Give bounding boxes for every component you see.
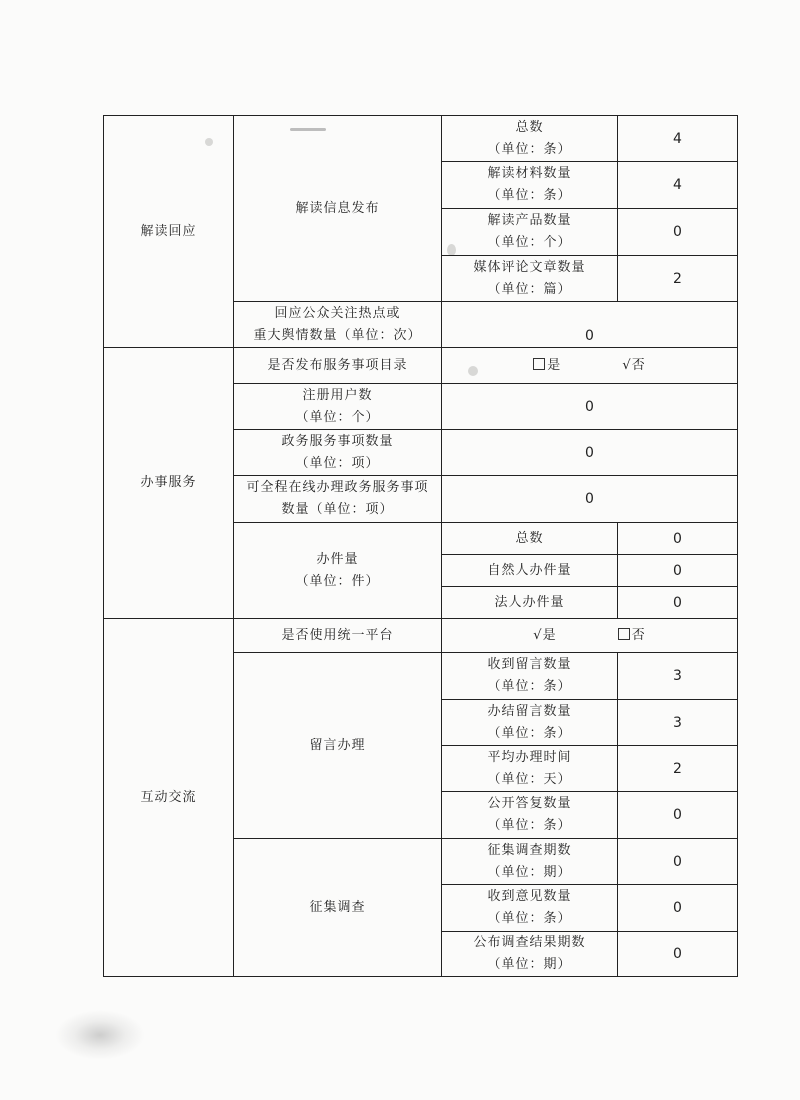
item-unit: （单位：个） xyxy=(487,235,572,250)
government-affairs-report-table xyxy=(103,115,738,977)
item-unit: （单位：天） xyxy=(487,771,572,787)
online-label xyxy=(234,476,442,523)
message-item-label xyxy=(442,653,618,700)
message-item-label xyxy=(442,746,618,792)
users-value: 0 xyxy=(442,384,738,430)
response-value: 0 xyxy=(442,302,738,348)
item-name: 政务服务事项数量 xyxy=(281,433,394,449)
survey-item-value: 0 xyxy=(618,932,738,977)
catalog-options xyxy=(442,348,738,384)
item-unit: （单位：篇） xyxy=(487,281,572,297)
item-unit: （单位：件） xyxy=(295,573,380,589)
survey-item-label xyxy=(442,932,618,977)
survey-item-value: 0 xyxy=(618,839,738,885)
item-name: 解读产品数量 xyxy=(487,213,572,228)
scan-smear xyxy=(55,1010,145,1060)
online-label-line1: 可全程在线办理政务服务事项 xyxy=(246,480,429,495)
catalog-no-text: 否 xyxy=(631,357,646,373)
matters-value: 0 xyxy=(442,430,738,476)
message-item-label xyxy=(442,700,618,746)
matters-label xyxy=(234,430,442,476)
item-name: 收到留言数量 xyxy=(487,657,572,672)
item-name: 办件量 xyxy=(316,551,359,567)
cases-item-label: 法人办件量 xyxy=(442,587,618,619)
item-unit: （单位：条） xyxy=(487,911,572,926)
survey-item-label xyxy=(442,839,618,885)
interpret-item-label xyxy=(442,116,618,162)
cases-item-label: 总数 xyxy=(442,523,618,555)
section-title-service: 办事服务 xyxy=(104,348,234,619)
section-title-interaction: 互动交流 xyxy=(104,619,234,977)
item-unit: （单位：期） xyxy=(487,864,572,880)
online-label-line2: 数量（单位：项） xyxy=(281,502,394,517)
cases-label xyxy=(234,523,442,619)
unchecked-box-icon xyxy=(533,358,545,370)
interpret-item-label xyxy=(442,256,618,302)
interpret-item-value: 4 xyxy=(618,162,738,209)
item-name: 公布调查结果期数 xyxy=(473,935,586,950)
platform-yes-text: 是 xyxy=(542,627,557,643)
item-name: 总数 xyxy=(515,119,544,135)
check-mark-icon: √ xyxy=(533,627,543,643)
response-label-line1: 回应公众关注热点或 xyxy=(274,305,401,321)
message-item-value: 0 xyxy=(618,792,738,839)
item-name: 征集调查期数 xyxy=(487,842,572,858)
online-value: 0 xyxy=(442,476,738,523)
item-name: 注册用户数 xyxy=(302,387,373,403)
item-name: 办结留言数量 xyxy=(487,703,572,719)
catalog-option-no xyxy=(622,358,645,373)
platform-option-no xyxy=(618,628,646,643)
item-name: 收到意见数量 xyxy=(487,889,572,904)
catalog-label: 是否发布服务事项目录 xyxy=(234,348,442,384)
unchecked-box-icon xyxy=(618,628,630,640)
platform-options xyxy=(442,619,738,653)
catalog-yes-text: 是 xyxy=(547,357,562,373)
interpret-item-value: 2 xyxy=(618,256,738,302)
item-unit: （单位：条） xyxy=(487,725,572,741)
item-unit: （单位：条） xyxy=(487,141,572,157)
interpret-item-value: 4 xyxy=(618,116,738,162)
item-unit: （单位：条） xyxy=(487,679,572,694)
interpret-publish-label: 解读信息发布 xyxy=(234,116,442,302)
item-name: 媒体评论文章数量 xyxy=(473,259,586,275)
item-name: 平均办理时间 xyxy=(487,749,572,765)
platform-option-yes xyxy=(533,628,556,643)
item-unit: （单位：条） xyxy=(487,188,572,203)
item-name: 解读材料数量 xyxy=(487,166,572,181)
message-item-value: 3 xyxy=(618,700,738,746)
item-unit: （单位：项） xyxy=(295,455,380,471)
cases-item-value: 0 xyxy=(618,555,738,587)
item-name: 公开答复数量 xyxy=(487,796,572,811)
response-label xyxy=(234,302,442,348)
check-mark-icon: √ xyxy=(622,357,632,373)
interpret-item-value: 0 xyxy=(618,209,738,256)
section-title-interpret: 解读回应 xyxy=(104,116,234,348)
survey-item-label xyxy=(442,885,618,932)
catalog-option-yes xyxy=(533,358,561,373)
cases-item-label: 自然人办件量 xyxy=(442,555,618,587)
message-label: 留言办理 xyxy=(234,653,442,839)
platform-no-text: 否 xyxy=(631,627,646,643)
survey-item-value: 0 xyxy=(618,885,738,932)
interpret-item-label xyxy=(442,162,618,209)
item-unit: （单位：期） xyxy=(487,957,572,972)
cases-item-value: 0 xyxy=(618,587,738,619)
message-item-label xyxy=(442,792,618,839)
platform-label: 是否使用统一平台 xyxy=(234,619,442,653)
cases-item-value: 0 xyxy=(618,523,738,555)
interpret-item-label xyxy=(442,209,618,256)
message-item-value: 2 xyxy=(618,746,738,792)
message-item-value: 3 xyxy=(618,653,738,700)
item-unit: （单位：个） xyxy=(295,409,380,425)
survey-label: 征集调查 xyxy=(234,839,442,977)
response-label-line2: 重大舆情数量（单位：次） xyxy=(253,327,422,343)
users-label xyxy=(234,384,442,430)
item-unit: （单位：条） xyxy=(487,818,572,833)
